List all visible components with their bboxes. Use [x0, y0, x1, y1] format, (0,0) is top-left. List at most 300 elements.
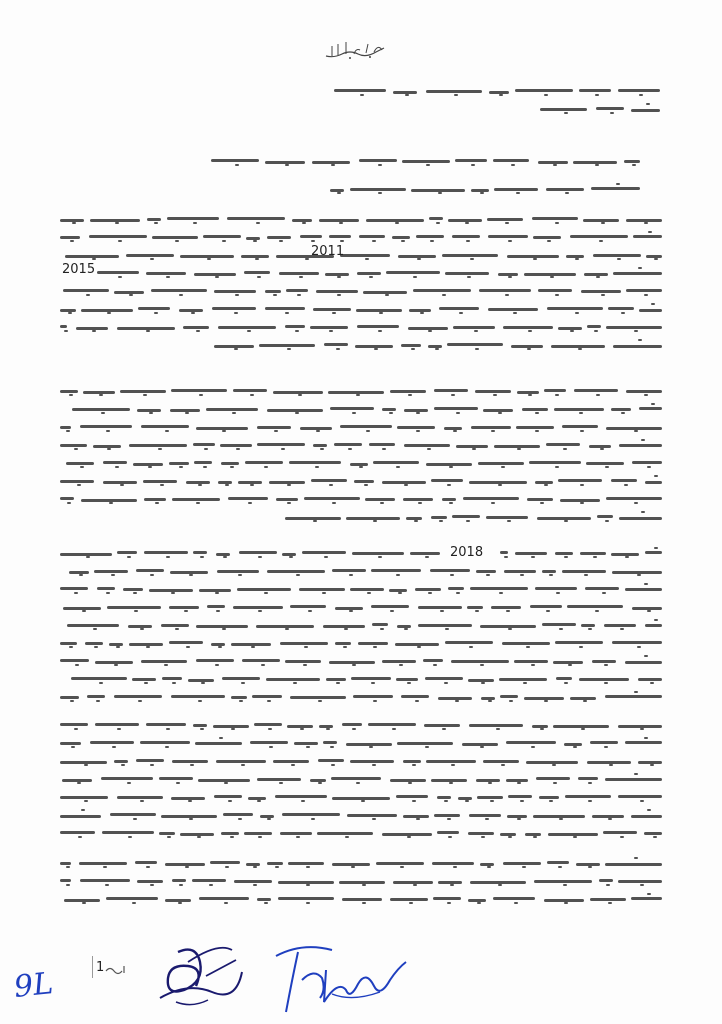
word [429, 217, 443, 220]
diacritic [564, 902, 568, 904]
diacritic [602, 592, 606, 594]
word [329, 235, 351, 238]
diacritic [129, 294, 133, 296]
diacritic [407, 836, 411, 838]
diacritic [444, 682, 448, 684]
diacritic [372, 240, 376, 242]
diacritic [279, 240, 283, 242]
word [538, 289, 572, 292]
diacritic [488, 700, 492, 702]
text-line [60, 404, 662, 414]
diacritic [140, 628, 144, 630]
diacritic [179, 466, 183, 468]
word [567, 605, 623, 608]
diacritic [644, 222, 648, 224]
word [626, 289, 662, 292]
word [310, 326, 348, 329]
diacritic [184, 610, 188, 612]
diacritic [154, 312, 158, 314]
diacritic [306, 902, 310, 904]
diacritic [405, 94, 409, 96]
word [290, 605, 326, 608]
word [102, 831, 154, 834]
diacritic [222, 240, 226, 242]
word [106, 897, 158, 900]
text-line [60, 602, 662, 612]
word [638, 678, 662, 681]
diacritic [74, 728, 78, 730]
diacritic [448, 836, 452, 838]
word [581, 290, 621, 293]
word [159, 777, 193, 780]
word [302, 551, 346, 554]
diacritic [625, 556, 629, 558]
word [326, 678, 346, 681]
word [143, 480, 177, 483]
diacritic [412, 800, 416, 802]
diacritic [508, 240, 512, 242]
diacritic [258, 610, 262, 612]
word [611, 479, 637, 482]
diacritic [200, 728, 204, 730]
word [254, 723, 282, 726]
diacritic [149, 412, 153, 414]
word [371, 569, 421, 572]
word [257, 898, 271, 901]
diacritic [508, 276, 512, 278]
word [146, 723, 186, 726]
word [212, 307, 256, 310]
diacritic [472, 448, 476, 450]
word [392, 236, 410, 239]
diacritic [349, 574, 353, 576]
diacritic [454, 94, 458, 96]
text-line [60, 476, 662, 486]
word [136, 759, 164, 762]
word [613, 345, 662, 348]
word [433, 897, 461, 900]
word [605, 695, 662, 698]
word [565, 795, 611, 798]
word [135, 861, 157, 864]
diacritic [544, 94, 548, 96]
word [60, 426, 71, 429]
diacritic [425, 556, 429, 558]
diacritic [558, 866, 562, 868]
word [494, 188, 538, 191]
word [60, 696, 79, 699]
diacritic [127, 556, 131, 558]
diacritic [112, 746, 116, 748]
diacritic [185, 412, 189, 414]
word [488, 308, 538, 311]
diacritic [296, 836, 300, 838]
diacritic [146, 866, 150, 868]
diacritic [264, 592, 268, 594]
word [278, 897, 334, 900]
word [476, 570, 496, 573]
word [286, 289, 308, 292]
diacritic [234, 312, 238, 314]
diacritic [291, 764, 295, 766]
diacritic [361, 800, 365, 802]
diacritic [186, 646, 190, 648]
word [645, 481, 662, 484]
diacritic [193, 222, 197, 224]
diacritic [274, 430, 278, 432]
diacritic [332, 312, 336, 314]
word [515, 89, 573, 92]
word [631, 815, 662, 818]
word [97, 271, 139, 274]
word [193, 443, 215, 446]
diacritic [449, 782, 453, 784]
diacritic [390, 610, 394, 612]
signature-stamp-black [148, 942, 248, 1012]
word [515, 552, 547, 555]
word [60, 879, 71, 882]
word [90, 741, 134, 744]
diacritic [442, 728, 446, 730]
diacritic [369, 746, 373, 748]
diacritic [92, 258, 96, 260]
diacritic [344, 628, 348, 630]
word [432, 862, 474, 865]
diacritic [654, 619, 658, 621]
word [631, 897, 662, 900]
diacritic [392, 728, 396, 730]
word [579, 89, 611, 92]
diacritic [362, 902, 366, 904]
diacritic [433, 664, 437, 666]
diacritic [199, 394, 203, 396]
diacritic [207, 258, 211, 260]
diacritic [634, 502, 638, 504]
diacritic [535, 430, 539, 432]
diacritic [517, 782, 521, 784]
text-line [60, 738, 662, 748]
word [137, 880, 163, 883]
diacritic [84, 800, 88, 802]
diacritic [287, 348, 291, 350]
diacritic [453, 866, 457, 868]
diacritic [72, 222, 76, 224]
word [331, 777, 381, 780]
diacritic [352, 728, 356, 730]
word [503, 326, 553, 329]
diacritic [238, 818, 242, 820]
word [222, 677, 260, 680]
diacritic [308, 610, 312, 612]
diacritic [646, 103, 650, 105]
diacritic [632, 164, 636, 166]
text-line [60, 692, 662, 702]
diacritic [107, 448, 111, 450]
word [318, 759, 344, 762]
diacritic [343, 646, 347, 648]
word [239, 551, 277, 554]
word [587, 325, 601, 328]
diacritic [287, 484, 291, 486]
diacritic [644, 655, 648, 657]
word [611, 408, 631, 411]
diacritic [499, 94, 503, 96]
diacritic [564, 556, 568, 558]
diacritic [412, 764, 416, 766]
diacritic [111, 574, 115, 576]
word [193, 724, 207, 727]
word [231, 696, 247, 699]
footer-divider [92, 956, 93, 978]
word [159, 832, 175, 835]
diacritic [115, 222, 119, 224]
word [60, 236, 80, 239]
word [434, 389, 468, 392]
text-line [60, 810, 662, 820]
diacritic [634, 691, 638, 693]
word [503, 862, 541, 865]
diacritic [248, 502, 252, 504]
diacritic [442, 294, 446, 296]
word [604, 624, 636, 627]
diacritic [302, 222, 306, 224]
word [171, 695, 225, 698]
word [162, 677, 182, 680]
diacritic [215, 664, 219, 666]
word [471, 426, 511, 429]
diacritic [93, 628, 97, 630]
diacritic [399, 664, 403, 666]
diacritic [369, 276, 373, 278]
word [282, 813, 340, 816]
diacritic [593, 556, 597, 558]
word [285, 660, 321, 663]
diacritic [475, 348, 479, 350]
word [117, 551, 137, 554]
diacritic [601, 222, 605, 224]
word [397, 426, 435, 429]
word [147, 218, 161, 221]
text-line [210, 156, 640, 166]
word [437, 796, 451, 799]
diacritic [176, 782, 180, 784]
word [227, 217, 285, 220]
diacritic [507, 520, 511, 522]
diacritic [459, 312, 463, 314]
word [80, 425, 132, 428]
diacritic [480, 746, 484, 748]
word [63, 289, 109, 292]
diacritic [99, 682, 103, 684]
diacritic [340, 240, 344, 242]
word [593, 254, 641, 257]
diacritic [427, 448, 431, 450]
diacritic [491, 502, 495, 504]
diacritic [118, 240, 122, 242]
word [214, 290, 256, 293]
diacritic [580, 430, 584, 432]
diacritic [300, 728, 304, 730]
word [259, 344, 315, 347]
word [357, 325, 399, 328]
diacritic [306, 884, 310, 886]
diacritic [490, 800, 494, 802]
diacritic [650, 682, 654, 684]
diacritic [604, 664, 608, 666]
word [89, 235, 147, 238]
diacritic [641, 439, 645, 441]
diacritic [638, 339, 642, 341]
word [445, 272, 489, 275]
word [645, 624, 662, 627]
word [223, 813, 253, 816]
diacritic [165, 430, 169, 432]
diacritic [466, 520, 470, 522]
diacritic [404, 484, 408, 486]
diacritic [553, 164, 557, 166]
word [228, 497, 268, 500]
diacritic [527, 348, 531, 350]
word [386, 271, 440, 274]
diacritic [326, 728, 330, 730]
diacritic [480, 192, 484, 194]
diacritic [239, 700, 243, 702]
word [639, 407, 662, 410]
diacritic [236, 448, 240, 450]
diacritic [160, 484, 164, 486]
diacritic [148, 466, 152, 468]
word [169, 462, 189, 465]
word [469, 814, 501, 817]
diacritic [416, 430, 420, 432]
word [216, 760, 266, 763]
word [397, 742, 453, 745]
diacritic [70, 700, 74, 702]
diacritic [395, 222, 399, 224]
diacritic [420, 312, 424, 314]
diacritic [485, 818, 489, 820]
word [217, 570, 259, 573]
word [527, 498, 553, 501]
text-line [60, 656, 662, 666]
word [288, 862, 324, 865]
diacritic [138, 700, 142, 702]
word [578, 777, 598, 780]
diacritic [315, 466, 319, 468]
diacritic [287, 502, 291, 504]
word [171, 389, 227, 392]
diacritic [101, 412, 105, 414]
word [350, 188, 406, 191]
word [415, 588, 441, 591]
word [60, 723, 88, 726]
diacritic [66, 866, 70, 868]
diacritic [634, 857, 638, 859]
diacritic [267, 818, 271, 820]
diacritic [653, 836, 657, 838]
word [479, 289, 531, 292]
word [330, 407, 374, 410]
word [625, 661, 662, 664]
diacritic [362, 884, 366, 886]
diacritic [371, 682, 375, 684]
diacritic [109, 502, 113, 504]
word [340, 425, 392, 428]
diacritic [77, 484, 81, 486]
diacritic [378, 164, 382, 166]
diacritic [417, 646, 421, 648]
text-line [60, 674, 662, 684]
word [94, 570, 128, 573]
word [172, 879, 186, 882]
diacritic [447, 902, 451, 904]
diacritic [498, 484, 502, 486]
diacritic [491, 430, 495, 432]
diacritic [289, 556, 293, 558]
year-2011: 2011 [311, 244, 345, 259]
diacritic [225, 484, 229, 486]
word [547, 307, 603, 310]
diacritic [253, 866, 257, 868]
diacritic [225, 866, 229, 868]
diacritic [398, 592, 402, 594]
diacritic [588, 782, 592, 784]
diacritic [133, 818, 137, 820]
diacritic [556, 592, 560, 594]
diacritic [407, 682, 411, 684]
word [60, 480, 94, 483]
word [71, 677, 127, 680]
word [244, 271, 270, 274]
diacritic [201, 682, 205, 684]
diacritic [267, 700, 271, 702]
word [151, 289, 207, 292]
diacritic [380, 628, 384, 630]
diacritic [378, 192, 382, 194]
diacritic [175, 628, 179, 630]
text-line [270, 512, 662, 522]
diacritic [426, 164, 430, 166]
word [316, 290, 358, 293]
word [585, 587, 619, 590]
word [60, 642, 77, 645]
diacritic [579, 412, 583, 414]
diacritic [465, 800, 469, 802]
diacritic [331, 764, 335, 766]
text-line [60, 386, 662, 396]
word [447, 343, 503, 346]
text-line [60, 304, 662, 314]
diacritic [475, 610, 479, 612]
diacritic [106, 592, 110, 594]
word [631, 109, 660, 112]
word [488, 235, 528, 238]
diacritic [637, 574, 641, 576]
diacritic [224, 782, 228, 784]
word [233, 606, 283, 609]
diacritic [471, 164, 475, 166]
word [352, 552, 404, 555]
diacritic [508, 628, 512, 630]
diacritic [191, 312, 195, 314]
diacritic [189, 818, 193, 820]
diacritic [155, 502, 159, 504]
word [431, 516, 447, 519]
word [418, 624, 472, 627]
word [626, 390, 662, 393]
word [558, 479, 602, 482]
word [372, 623, 388, 626]
